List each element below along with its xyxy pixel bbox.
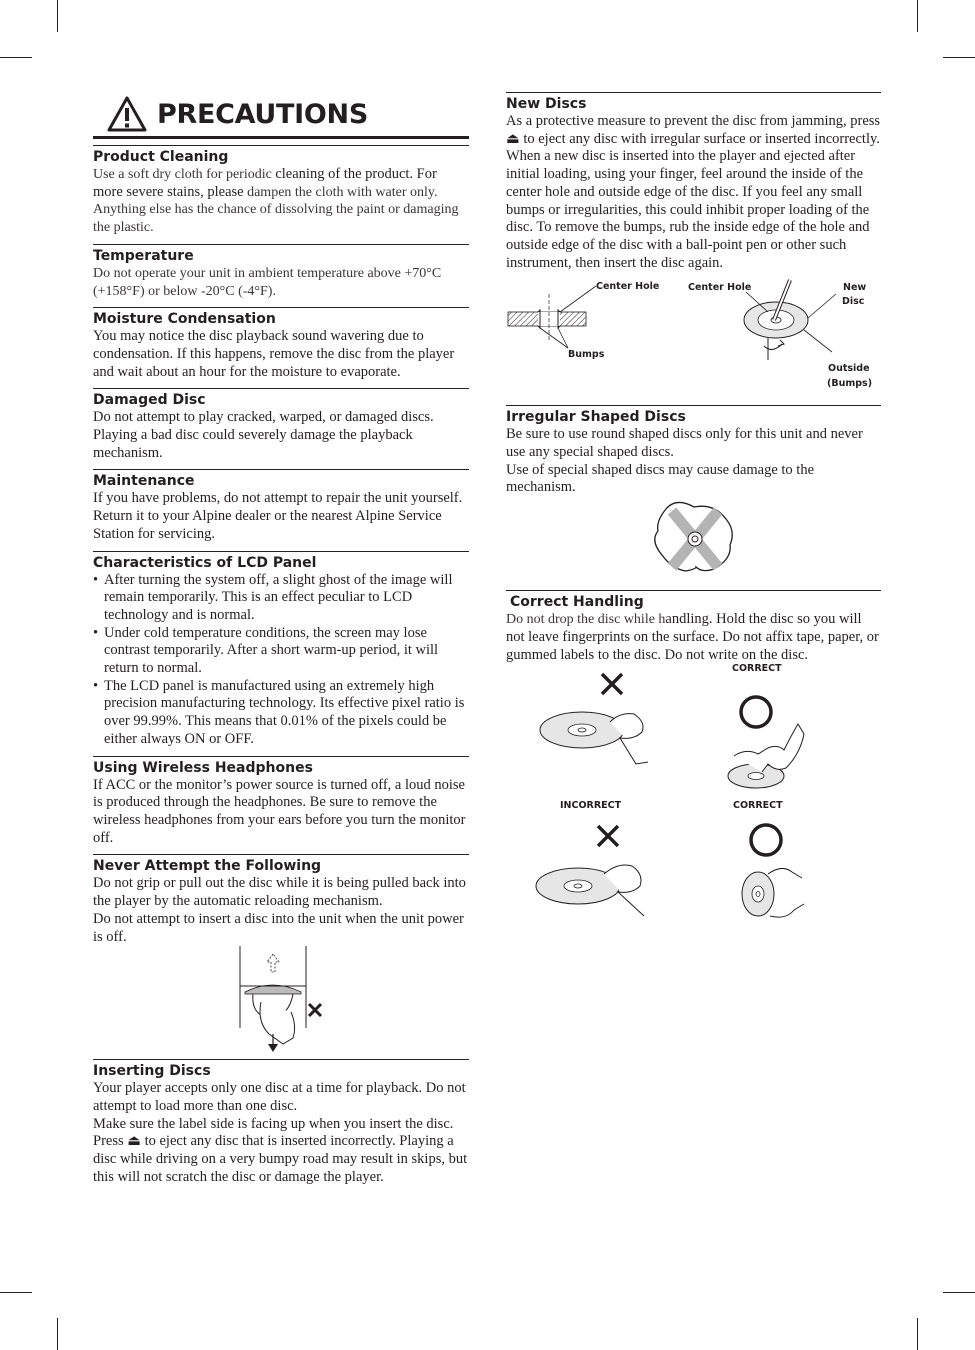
section-heading: Using Wireless Headphones <box>93 759 313 776</box>
center-hole-label: Center Hole <box>688 282 752 294</box>
section-heading: Temperature <box>93 247 194 264</box>
section-wireless-headphones <box>93 756 469 848</box>
crop-mark <box>943 57 975 58</box>
section-text <box>506 113 881 272</box>
section-moisture <box>93 307 469 381</box>
new-disc-label: New <box>843 282 867 294</box>
outside-label: Outside <box>828 363 870 375</box>
text-part: dampen the cloth with water only. Anything else has the chance of dissolving the paint or damaging the plastic. <box>93 184 459 236</box>
text-part: to eject any disc with irregular surface or inserted incorrectly. When a new disc is inserted into the player and ejected after initial loading, using your finger, feel around the inside of the center hole and outside edge of the disc. If you feel any small bumps or irregularities, this could inhibit proper loading of the disc. To remove the bumps, rub the inside edge of the hole and outside edge of the disc with a ball-point pen or other such instrument, then insert the disc again. <box>506 130 880 271</box>
crop-mark <box>0 1292 32 1293</box>
disc-slot-illustration <box>93 946 469 1056</box>
section-text: Do not operate your unit in ambient temperature above +70°C (+158°F) or below -20°C (-4°F). <box>93 265 442 299</box>
list-item: • Under cold temperature conditions, the screen may lose contrast temporarily. After a short warm-up period, it will return to normal. <box>104 625 469 678</box>
crop-mark <box>917 0 918 32</box>
section-text: Your player accepts only one disc at a time for playback. Do not attempt to load more than one disc. <box>93 1080 466 1114</box>
section-text: If you have problems, do not attempt to repair the unit yourself. Return it to your Alpine dealer or the nearest Alpine Service Station for servicing. <box>93 490 463 542</box>
text-part: to eject any disc that is inserted incorrectly. Playing a disc while driving on a very bumpy road may result in skips, but this will not scratch the disc or damage the player. <box>93 1133 468 1185</box>
section-maintenance <box>93 469 469 543</box>
section-new-discs <box>506 92 881 398</box>
section-text <box>93 1116 469 1187</box>
section-heading: Maintenance <box>93 473 195 490</box>
section-text: Do not attempt to play cracked, warped, or damaged discs. Playing a bad disc could severely damage the playback mechanism. <box>93 409 434 461</box>
section-text: If ACC or the monitor’s power source is turned off, a loud noise is produced through the headphones. Be sure to remove the wireless headphones from your ears before you turn the monitor off. <box>93 776 466 846</box>
section-heading: Correct Handling <box>510 594 644 611</box>
section-heading: Product Cleaning <box>93 149 229 165</box>
list-item: • After turning the system off, a slight ghost of the image will remain temporarily. This is an effect peculiar to LCD technology and is normal. <box>104 572 469 625</box>
bumps-label: Bumps <box>568 349 605 361</box>
left-column <box>93 92 469 1193</box>
eject-icon: ⏏ <box>506 130 520 147</box>
warning-icon <box>107 96 147 132</box>
handling-illustrations <box>506 664 881 922</box>
new-disc-label: Disc <box>842 296 865 308</box>
section-text: Be sure to use round shaped discs only for this unit and never use any special shaped discs. <box>506 426 863 461</box>
text-part: Make sure the label side is facing up when you insert the disc. Press <box>93 1115 454 1150</box>
text-part: andling. Hold the disc so you will not leave fingerprints on the surface. Do not affix tape, paper, or gummed labels to the disc. Do not write on the disc. <box>506 611 879 663</box>
section-lcd-panel <box>93 551 469 749</box>
section-never-attempt <box>93 854 469 1056</box>
section-text <box>93 166 469 237</box>
section-product-cleaning <box>93 145 469 237</box>
section-damaged-disc <box>93 388 469 462</box>
text-part: cleaning of the product. For more severe stains, please <box>93 166 437 200</box>
section-inserting-discs <box>93 1059 469 1186</box>
correct-label: CORRECT <box>733 800 783 812</box>
correct-label: CORRECT <box>732 663 782 675</box>
section-heading: Never Attempt the Following <box>93 858 322 875</box>
section-heading: Characteristics of LCD Panel <box>93 554 317 571</box>
disc-handling-diagram <box>506 664 881 922</box>
text-part: Use a soft dry cloth for periodic <box>93 167 276 182</box>
crop-mark <box>57 0 58 32</box>
crop-mark <box>943 1292 975 1293</box>
section-temperature <box>93 244 469 300</box>
disc-pull-illustration <box>93 946 469 1056</box>
section-heading: Moisture Condensation <box>93 311 276 328</box>
new-disc-illustration <box>506 272 881 398</box>
crop-mark <box>57 1318 58 1350</box>
eject-icon: ⏏ <box>127 1133 141 1150</box>
outside-label: (Bumps) <box>827 378 873 390</box>
section-text <box>506 611 881 664</box>
center-hole-label: Center Hole <box>596 281 660 293</box>
section-text: Use of special shaped discs may cause damage to the mechanism. <box>506 461 815 496</box>
incorrect-label: INCORRECT <box>560 800 622 812</box>
text-part: As a protective measure to prevent the disc from jamming, press <box>506 113 881 129</box>
page-title-bar <box>93 92 469 139</box>
page-title: PRECAUTIONS <box>157 98 368 130</box>
crop-mark <box>0 57 32 58</box>
section-text: You may notice the disc playback sound wavering due to condensation. If this happens, remove the disc from the player and wait about an hour for the moisture to evaporate. <box>93 328 455 380</box>
section-heading: Irregular Shaped Discs <box>506 409 686 426</box>
section-text: Do not attempt to insert a disc into the unit when the unit power is off. <box>93 910 464 945</box>
section-heading: New Discs <box>506 96 587 112</box>
text-part: Do not drop the disc while h <box>506 612 666 628</box>
heart-disc-icon <box>506 497 881 583</box>
section-text: Do not grip or pull out the disc while it is being pulled back into the player by the automatic reloading mechanism. <box>93 875 466 910</box>
bullet-list <box>93 572 469 749</box>
right-column <box>506 92 881 929</box>
section-heading: Inserting Discs <box>93 1063 211 1080</box>
section-heading: Damaged Disc <box>93 392 206 409</box>
section-correct-handling <box>506 590 881 922</box>
section-irregular-discs <box>506 405 881 583</box>
list-item: • The LCD panel is manufactured using an extremely high precision manufacturing technology. Its effective pixel ratio is over 99.99%. This means that 0.01% of the pixels could be either always ON or OFF. <box>104 678 469 749</box>
irregular-disc-illustration <box>506 497 881 583</box>
crop-mark <box>917 1318 918 1350</box>
